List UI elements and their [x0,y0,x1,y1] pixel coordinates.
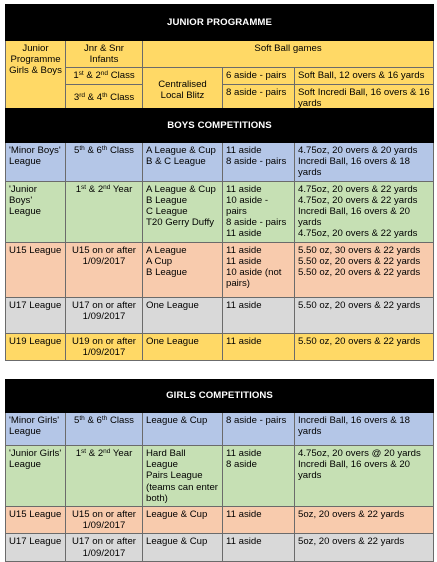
eligibility [66,333,143,360]
cell-text: Incredi Ball, 16 overs & 20 yards [298,206,410,229]
cell-text: 1/09/2017 [82,346,126,358]
junior-row2-ball: Soft Incredi Ball, 16 overs & 16 yards [295,84,434,111]
cell-text: A League [146,244,187,256]
cell-text: Pairs League [146,470,203,482]
team-format [223,297,295,333]
cell-text: B League [146,194,188,206]
cell-text: th [101,415,108,422]
cell-text: & 2 [86,448,104,459]
junior-class-1-2 [66,68,143,84]
cell-text: nd [103,183,111,191]
cell-text: U15 on or after [72,509,136,521]
cell-text: League [9,426,42,438]
competition [143,446,223,507]
junior-group-line: Girls & Boys [9,65,62,77]
junior-group-line: Junior [22,43,49,54]
cell-text: 4.75oz, 20 overs & 22 yards [298,194,418,206]
junior-col-header-infants: Jnr & Snr Infants [66,41,143,68]
junior-group-cell [6,41,66,112]
league-name [6,446,66,507]
cell-text: th [101,145,108,152]
competition [143,507,223,534]
cell-text: 1/09/2017 [82,547,126,559]
cell-text: 1/09/2017 [82,310,126,322]
junior-group-line: Programme [10,54,61,66]
eligibility [66,413,143,446]
cell-text: th [79,145,85,152]
competition [143,534,223,561]
cell-text: A League & Cup [146,145,216,156]
cell-text: U15 League [9,244,62,256]
cell-text: 5 [74,415,80,426]
cell-text: 4.75oz, 20 overs & 22 yards [298,183,418,195]
girls-competitions-table [5,379,434,562]
junior-programme-title: JUNIOR PROGRAMME [6,5,434,41]
cell-text: 8 aside - pairs [226,217,287,229]
cell-text: 3 [73,92,80,104]
girls-competitions-title: GIRLS COMPETITIONS [6,380,434,413]
league-name [6,534,66,561]
cell-text: League & Cup [146,536,208,548]
cell-text: & 2 [86,183,104,195]
boys-competitions-table [5,108,434,361]
cell-text: T20 Gerry Duffy [146,217,215,229]
cell-text: League & Cup [146,509,208,521]
competition [143,143,223,182]
cell-text: 11 aside [226,244,262,256]
competition [143,242,223,297]
league-name [6,143,66,182]
cell-text: League [9,156,42,168]
cell-text: & 2 [83,70,101,82]
boys-competitions-title: BOYS COMPETITIONS [6,109,434,143]
junior-row1-format: 6 aside - pairs [223,68,295,84]
cell-text: U19 on or after [72,335,136,347]
cell-text: 5.50 oz, 30 overs & 22 yards [298,244,421,256]
cell-text: Year [110,183,133,195]
junior-row2-format: 8 aside - pairs [223,84,295,111]
cell-text: Class [107,415,134,426]
team-format [223,181,295,242]
team-format [223,143,295,182]
cell-text: 1 [75,183,82,195]
cell-text: 11 aside [226,255,262,267]
cell-text: C League [146,206,188,218]
cell-text: 4.75oz, 20 overs & 22 yards [298,228,418,240]
cell-text: One League [146,299,199,311]
cell-text: 11 aside [226,299,262,311]
cell-text: 11 aside [226,228,262,240]
junior-blitz-line: Centralised [158,78,207,90]
league-name [6,181,66,242]
cell-text: Year [110,448,133,459]
cell-text: both) [146,492,168,504]
ball-overs-yards [295,413,434,446]
ball-overs-yards [295,143,434,182]
eligibility [66,181,143,242]
cell-text: League [9,206,42,218]
ball-overs-yards [295,297,434,333]
eligibility [66,507,143,534]
ball-overs-yards [295,242,434,297]
team-format [223,333,295,360]
cell-text: st [81,448,87,455]
cell-text: st [78,70,84,78]
cell-text: U15 League [9,509,62,521]
cell-text: 4.75oz, 20 overs & 20 yards [298,145,418,156]
cell-text: 5.50 oz, 20 overs & 22 yards [298,299,421,311]
junior-col-header-softball: Soft Ball games [143,41,434,68]
ball-overs-yards [295,534,434,561]
competition [143,181,223,242]
cell-text: 8 aside - pairs [226,415,287,426]
eligibility [66,446,143,507]
cell-text: 5 [74,145,80,156]
cell-text: A League & Cup [146,183,216,195]
cell-text: U17 League [9,536,62,548]
cell-text: 11 aside [226,509,262,521]
junior-blitz-line: Local Blitz [160,89,205,101]
cell-text: B & C League [146,156,206,168]
cell-text: (teams can enter [146,481,218,493]
cell-text: 1 [75,448,82,459]
cell-text: Hard Ball League [146,448,186,471]
cell-text: Class [107,145,134,156]
cell-text: B League [146,267,188,279]
cell-text: 1 [73,70,79,82]
league-name [6,242,66,297]
eligibility [66,297,143,333]
cell-text: 'Minor Boys' [9,145,61,156]
cell-text: U17 on or after [72,536,136,548]
cell-text: th [79,415,85,422]
cell-text: Class [108,70,135,82]
league-name [6,507,66,534]
cell-text: 11 aside [226,145,262,156]
cell-text: One League [146,335,199,347]
competition [143,297,223,333]
cell-text: Class [107,92,135,104]
cell-text: U19 League [9,335,62,347]
league-name [6,297,66,333]
cell-text: 8 aside [226,459,257,471]
cell-text: League & Cup [146,415,208,426]
cell-text: 1/09/2017 [82,255,126,267]
junior-blitz-cell [143,68,223,112]
competition [143,333,223,360]
cell-text: U15 on or after [72,244,136,256]
cell-text: 'Junior Girls' [9,448,62,459]
ball-overs-yards [295,333,434,360]
cell-text: 8 aside - pairs [226,156,287,168]
ball-overs-yards [295,507,434,534]
league-name [6,333,66,360]
eligibility [66,534,143,561]
cell-text: 11 aside [226,448,262,459]
cell-text: 5.50 oz, 20 overs & 22 yards [298,255,421,267]
cell-text: Incredi Ball, 16 overs & 18 yards [298,415,410,438]
competition [143,413,223,446]
cell-text: 5.50 oz, 20 overs & 22 yards [298,335,421,347]
team-format [223,242,295,297]
league-name [6,413,66,446]
cell-text: 'Minor Girls' [9,415,60,426]
cell-text: 'Junior Boys' [9,183,37,206]
cell-text: rd [79,92,85,100]
cell-text: 11 aside [226,536,262,548]
team-format [223,446,295,507]
cell-text: 5oz, 20 overs & 22 yards [298,509,405,521]
cell-text: 4.75oz, 20 overs @ 20 yards [298,448,421,459]
team-format [223,413,295,446]
cell-text: 11 aside [226,335,262,347]
ball-overs-yards [295,181,434,242]
cell-text: st [81,183,87,191]
cell-text: nd [103,448,111,455]
ball-overs-yards [295,446,434,507]
cell-text: 5.50 oz, 20 overs & 22 yards [298,267,421,279]
team-format [223,507,295,534]
cell-text: Incredi Ball, 16 overs & 18 yards [298,156,410,179]
cell-text: th [102,92,108,100]
cell-text: U17 on or after [72,299,136,311]
junior-row1-ball: Soft Ball, 12 overs & 16 yards [295,68,434,84]
team-format [223,534,295,561]
cell-text: & 6 [84,145,102,156]
cell-text: 5oz, 20 overs & 22 yards [298,536,405,548]
cell-text: League [9,459,42,471]
cell-text: A Cup [146,255,173,267]
junior-programme-table [5,4,434,112]
cell-text: U17 League [9,299,62,311]
cell-text: & 6 [84,415,102,426]
cell-text: Incredi Ball, 16 overs & 20 yards [298,459,410,482]
cell-text: 11 aside [226,183,262,195]
cell-text: 10 aside (not [226,267,282,279]
cell-text: 1/09/2017 [82,520,126,532]
eligibility [66,143,143,182]
cell-text: 10 aside - pairs [226,194,269,218]
cell-text: & 4 [84,92,103,104]
cell-text: nd [100,70,109,78]
cell-text: pairs) [226,278,250,290]
eligibility [66,242,143,297]
